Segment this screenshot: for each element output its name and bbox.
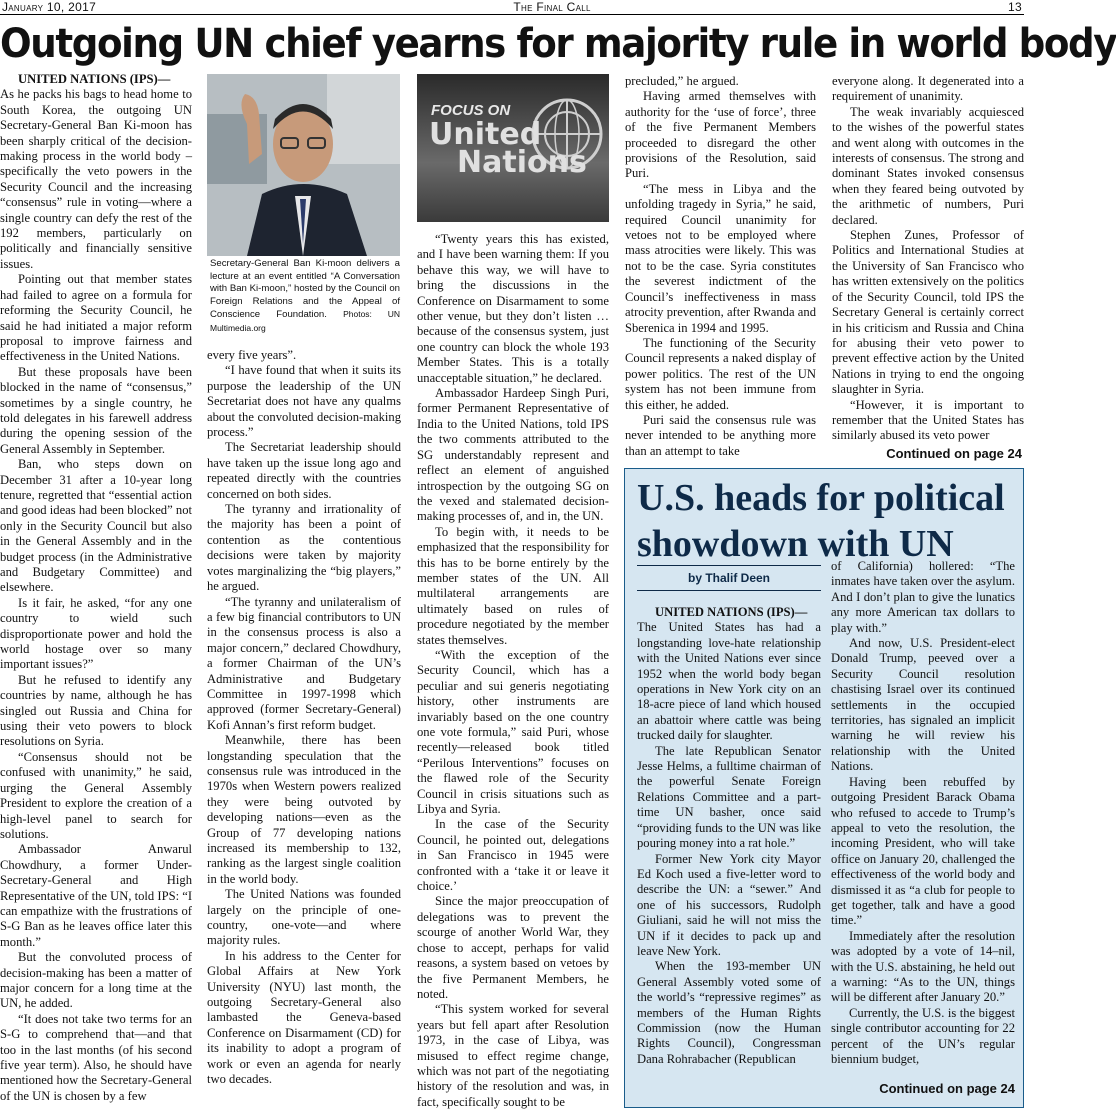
paragraph: Having armed themselves with authority for the ‘use of force’, three of the five Permanent Members proceeded to disregard the other provisions of the Resolution, said Puri. [625,89,816,181]
paragraph: “Twenty years this has existed, and I have been warning them: If you behave this way, we will have to bring the discussions in the Conference on Disarmament to some other venue, but they don’t listen … because of the consensus system, just one country can block the whole 193 Member States. This is a totally unacceptable situation,” he declared. [417,232,609,385]
dateline: UNITED NATIONS (IPS)— [18,72,171,86]
byline: by Thalif Deen [687,571,770,585]
paragraph: every five years”. [207,348,297,362]
paragraph: Meanwhile, there has been longstanding speculation that the consensus rule was introduced in the 1970s when Western powers realized they were being outvoted by developing nations—even as the Group of 77 developing nations increased its membership to 132, ranking as the largest single coalition in the world body. [207,733,401,886]
paragraph: Is it fair, he asked, “for any one country to wield such disproportionate power and hold the world hostage over so many important issues?” [0,595,192,672]
paragraph: The weak invariably acquiesced to the wishes of the powerful states and went along with outcomes in the interests of consensus. The strong and dominant States invoked consensus when they feared being outvoted by the arithmetic of numbers, Puri declared. [832,104,1024,227]
paragraph: “I have found that when it suits its purpose the leadership of the UN Secretariat does not have any qualms about the convoluted decision-making process.” [207,363,401,440]
paragraph: The Secretariat leadership should have taken up the issue long ago and repeated directly with the countries concerned on both sides. [207,440,401,501]
ban-ki-moon-photo [207,74,400,256]
focus-on-un-graphic [417,74,609,222]
nations-label: Nations [457,145,587,180]
paragraph: But these proposals have been blocked in the name of “consensus,” sometimes by a single country, he told delegates in his farewell address during the opening session of the General Assembly in September. [0,364,192,456]
headline: Outgoing UN chief yearns for majority rule in world body [0,21,1116,67]
paragraph: “It does not take two terms for an S-G to comprehend that—and that too in the last months (of his second five year term). Also, he should have mentioned how the Secretary-General of the UN is chosen by a few [0,1011,192,1103]
paragraph: In the case of the Security Council, he pointed out, delegations in San Francisco in 1945 were confronted with a ‘take it or leave it choice.’ [417,817,609,894]
sidebar-column-right [831,559,1015,1079]
sidebar-continued-link[interactable]: Continued on page 24 [879,1081,1015,1096]
continued-link[interactable]: Continued on page 24 [886,446,1022,461]
paragraph: The United Nations was founded largely on the principle of one-country, one-vote—and where majority rules. [207,887,401,948]
paragraph: The tyranny and irrationality of the majority has been a point of contention as the contentious decisions were taken by majority votes marginalizing the “big players,” he argued. [207,502,401,594]
photo-credit: Photos: UN Multimedia.org [210,309,401,333]
paragraph: Puri said the consensus rule was never intended to be anything more than an attempt to take [625,412,816,458]
paragraph: “Consensus should not be confused with unanimity,” he said, urging the General Assembly President to explore the creation of a high-level panel to search for solutions. [0,749,192,841]
paragraph: everyone along. It degenerated into a requirement of unanimity. [832,74,1024,104]
paragraph: But he refused to identify any countries by name, although he has singled out Russia and China for using their veto powers to block resolutions on Syria. [0,672,192,749]
paragraph: Since the major preoccupation of delegations was to prevent the scourge of another World War, they chose to accept, perhaps for valid reasons, a system based on vetoes by the five Permanent Members, he noted. [417,894,609,1001]
portrait-illustration [207,74,400,256]
paragraph: The late Republican Senator Jesse Helms, a fulltime chairman of the powerful Senate Foreign Relations Committee and a part-time UN basher, once said “providing funds to the UN was like pouring money into a rat hole.” [637,743,821,851]
paragraph [637,605,821,620]
paragraph: When the 193-member UN General Assembly voted some of the world’s “repressive regimes” as members of the Human Rights Commission (now the Human Rights Council), Congressman Dana Rohrabacher (Republican [637,959,821,1066]
paragraph: As he packs his bags to head home to South Korea, the outgoing UN Secretary-General Ban Ki-moon has been sharply critical of the decision-making process in the world body – specifically the veto powers in the Security Council and the increasing “consensus” rule in voting—where a single country can defy the rest of the 192 members, particularly on politically and financially sensitive issues. [0,87,192,271]
sidebar-article [624,468,1024,1108]
paragraph: of California) hollered: “The inmates have taken over the asylum. And I don’t plan to give the lunatics any more American tax dollars to play with.” [831,559,1015,635]
paragraph [0,72,192,87]
paragraph: Former New York city Mayor Ed Koch used a five-letter word to describe the UN: a “sewer.” And one of his successors, Rudolph Giuliani, said he will not miss the UN if it decides to pack up and leave New York. [637,851,821,958]
paragraph: The United States has had a longstanding love-hate relationship with the United Nations ever since 1952 when the world body began operations in New York city on an 18-acre piece of land which housed an abattoir where cattle was being trucked daily for slaughter. [637,620,821,743]
focus-label: FOCUS ON [431,102,511,119]
paragraph: But the convoluted process of decision-making has been a matter of major concern for a long time at the UN, he added. [0,950,192,1011]
article-column-3 [417,232,609,1108]
article-column-4 [625,74,816,464]
paragraph: Currently, the U.S. is the biggest single contributor accounting for 22 percent of the UN’s regular biennium budget, [831,1005,1015,1066]
sidebar-column-left [637,605,821,1103]
sidebar-dateline: UNITED NATIONS (IPS)— [655,605,808,619]
photo-caption [210,258,400,336]
article-column-2 [207,348,401,1108]
paragraph: “The mess in Libya and the unfolding tragedy in Syria,” he said, required Council unanimity for vetoes not to be employed where mass atrocities were likely. This was not to be the case. Syria constitutes the severest indictment of the Council’s ineffectiveness in mass atrocity prevention, after Rwanda and Sberenica in 1994 and 1995. [625,181,816,335]
paragraph: “This system worked for several years but fell apart after Resolution 1973, in the case of Libya, was misused to effect regime change, which was not part of the negotiating history of the resolution and was, in fact, specifically sought to be [417,1002,609,1109]
issue-date: January 10, 2017 [2,0,97,14]
paragraph: Ban, who steps down on December 31 after a 10-year long tenure, regretted that “essential action and good ideas had been blocked” not only in the Security Council but also in the General Assembly and in the budget process (in the Administrative and Budgetary Committee) and elsewhere. [0,457,192,595]
page-header [0,0,1024,15]
paragraph: Ambassador Hardeep Singh Puri, former Permanent Representative of India to the United Nations, told IPS the two comments attributed to the SG understandably represent and reflect an element of anguished introspection by the outgoing SG on the vexed and stalemated decision-making processes of, and in, the UN. [417,386,609,524]
paragraph: Ambassador Anwarul Chowdhury, a former Under-Secretary-General and High Representative of the UN, told IPS: “I can empathize with the frustrations of S-G Ban as he leaves office later this month.” [0,842,193,949]
paragraph: Having been rebuffed by outgoing President Barack Obama who refused to accede to Trump’s appeal to veto the resolution, the incoming President, who will take office on January 20, challenged the effectiveness of the world body and dismissed it as “a club for people to get together, talk and have a good time.” [831,774,1015,928]
article-column-5 [832,74,1024,446]
sidebar-headline: U.S. heads for political showdown with UN [637,477,1005,565]
paragraph: In his address to the Center for Global Affairs at New York University (NYU) last month, the outgoing Secretary-General also lambasted the Geneva-based Conference on Disarmament (CD) for its inability to adopt a program of work or even an agenda for nearly two decades. [207,948,401,1087]
paragraph: Immediately after the resolution was adopted by a vote of 14–nil, with the U.S. abstaining, he held out a warning: “As to the UN, things will be different after January 20.” [831,928,1015,1005]
united-label: United [429,117,542,152]
paragraph: “With the exception of the Security Council, which has a peculiar and sui generis negotiating history, other instruments are invariably based on the one country one vote formula,” said Puri, whose recently—released book titled “Perilous Interventions” focuses on the flawed role of the Security Council in crisis situations such as Libya and Syria. [417,647,609,817]
paragraph: To begin with, it needs to be emphasized that the responsibility for this has to be borne entirely by the member states of the UN. All multilateral arrangements are ultimately based on rules of procedure negotiated by the member states themselves. [417,524,609,647]
paragraph: And now, U.S. President-elect Donald Trump, peeved over a Security Council resolution chastising Israel over its continued settlements in the occupied territories, has signaled an implicit warning he will review his relationship with the United Nations. [831,636,1015,774]
byline-block [637,565,821,591]
publication-name: The Final Call [513,0,591,14]
article-column-1 [0,72,192,1108]
paragraph: Stephen Zunes, Professor of Politics and International Studies at the University of San Francisco who has written extensively on the politics of the Security Council, told IPS the Secretary General is certainly correct in his criticism and Russia and China for abusing their veto power to prevent effective action by the United Nations in trying to end the ongoing slaughter in Syria. [832,228,1024,397]
paragraph: “However, it is important to remember that the United States has similarly abused its veto power [832,397,1024,443]
page-number: 13 [1008,0,1022,14]
paragraph: The functioning of the Security Council represents a naked display of power politics. The rest of the UN system has not been immune from this either, he added. [625,335,816,412]
paragraph: Pointing out that member states had failed to agree on a formula for reforming the Security Council, he said he had initiated a major reform proposal to improve fairness and effectiveness in the United Nations. [0,272,192,364]
paragraph: “The tyranny and unilateralism of a few big financial contributors to UN in the consensus process is also a major concern,” declared Chowdhury, a former Chairman of the UN’s Administrative and Budgetary Committee in 1997-1998 which approved (former Secretary-General) Kofi Annan’s first reform budget. [207,594,401,732]
paragraph: precluded,” he argued. [625,74,739,88]
caption-text: Secretary-General Ban Ki-moon delivers a lecture at an event entitled “A Conversation with Ban Ki-moon,” hosted by the Council on Foreign Relations and the Appeal of Conscience Foundation. [210,258,400,320]
